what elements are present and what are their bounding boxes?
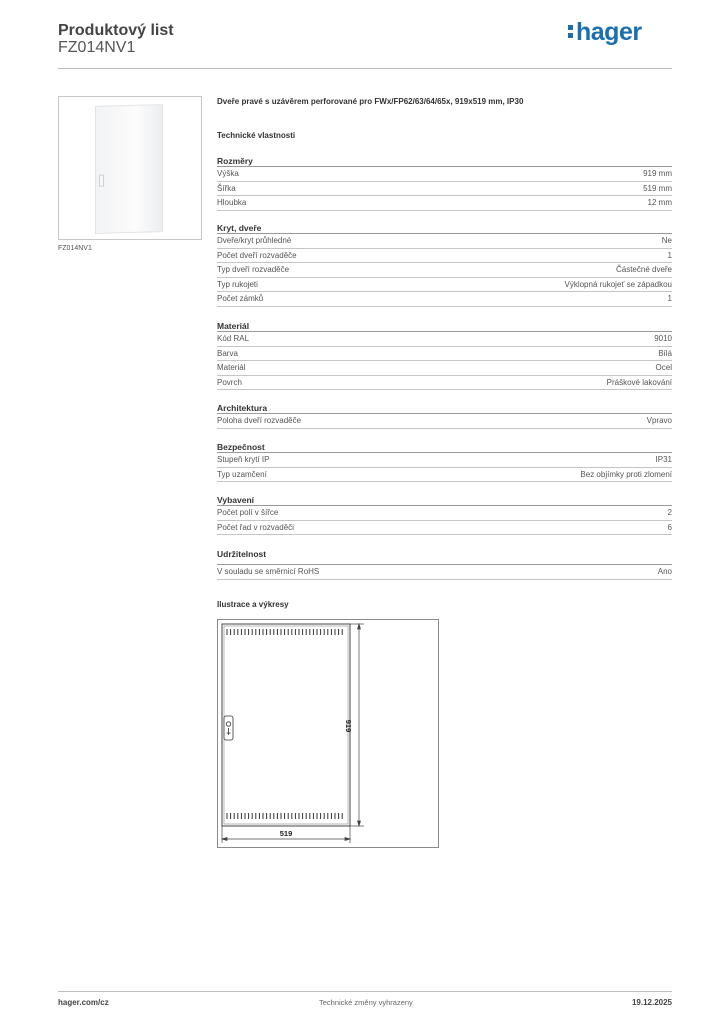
- top-perforation: [227, 629, 342, 635]
- row-value: Částečné dveře: [615, 265, 672, 274]
- table-row: [217, 506, 672, 521]
- row-value: Ocel: [655, 363, 672, 372]
- row-label: Poloha dveří rozvaděče: [217, 416, 302, 425]
- footer-date: 19.12.2025: [631, 998, 672, 1007]
- section-title: Bezpečnost: [217, 441, 672, 453]
- row-label: Výška: [217, 169, 239, 178]
- table-row: [217, 376, 672, 391]
- row-value: Vpravo: [646, 416, 672, 425]
- logo-dots-icon: [568, 25, 574, 41]
- row-label: Počet polí v šířce: [217, 508, 279, 517]
- row-value: Výklopná rukojeť se západkou: [564, 279, 672, 289]
- row-value: Bez objímky proti zlomení: [580, 469, 672, 479]
- row-label: Šířka: [217, 183, 236, 193]
- row-value: 12 mm: [647, 198, 672, 207]
- row-label: Typ rukojeti: [217, 279, 258, 289]
- section-cover-door: [217, 222, 672, 307]
- product-image-caption: FZ014NV1: [58, 245, 92, 252]
- row-label: V souladu se směrnicí RoHS: [217, 567, 320, 576]
- table-row: [217, 565, 672, 580]
- section-material: [217, 320, 672, 390]
- table-row: [217, 249, 672, 264]
- row-value: IP31: [655, 455, 672, 464]
- product-description: Dveře pravé s uzávěrem perforované pro FWx/FP62/63/64/65x, 919x519 mm, IP30: [217, 97, 524, 106]
- row-label: Stupeň krytí IP: [217, 455, 270, 464]
- row-label: Počet řad v rozvaděči: [217, 522, 294, 532]
- row-value: Bílá: [658, 348, 672, 358]
- footer-website: hager.com/cz: [58, 998, 109, 1007]
- row-value: Ne: [661, 236, 672, 245]
- table-row: [217, 263, 672, 278]
- footer-divider: [58, 991, 672, 992]
- row-value: 2: [667, 508, 672, 517]
- row-value: 919 mm: [643, 169, 672, 178]
- product-code: FZ014NV1: [58, 39, 136, 56]
- illustrations-heading: Ilustrace a výkresy: [217, 600, 289, 609]
- row-value: Ano: [657, 567, 672, 576]
- row-label: Typ uzamčení: [217, 469, 267, 479]
- row-label: Povrch: [217, 377, 242, 387]
- row-value: 1: [667, 250, 672, 260]
- row-label: Barva: [217, 348, 238, 358]
- table-row: [217, 167, 672, 182]
- table-row: [217, 234, 672, 249]
- door-outline: [222, 624, 350, 826]
- footer-notice: Technické změny vyhrazeny: [319, 998, 413, 1007]
- row-label: Materiál: [217, 363, 246, 372]
- section-title: Materiál: [217, 320, 672, 332]
- section-equipment: [217, 494, 672, 535]
- table-row: [217, 414, 672, 429]
- height-dimension-label: 919: [344, 719, 353, 733]
- technical-properties-heading: Technické vlastnosti: [217, 131, 296, 140]
- page-title: Produktový list: [58, 22, 174, 39]
- row-value: Práškové lakování: [606, 377, 672, 387]
- table-row: [217, 182, 672, 197]
- table-row: [217, 292, 672, 307]
- section-title: Udržitelnost: [217, 548, 672, 565]
- table-row: [217, 521, 672, 536]
- row-label: Typ dveří rozvaděče: [217, 265, 290, 274]
- row-label: Počet dveří rozvaděče: [217, 250, 297, 260]
- table-row: [217, 332, 672, 347]
- row-value: 519 mm: [643, 183, 672, 193]
- row-label: Počet zámků: [217, 294, 264, 303]
- table-row: [217, 278, 672, 293]
- table-row: [217, 347, 672, 362]
- section-dimensions: [217, 155, 672, 211]
- section-sustainability: [217, 548, 672, 580]
- table-row: [217, 468, 672, 483]
- row-value: 6: [667, 522, 672, 532]
- door-lock-icon: [224, 716, 233, 740]
- row-label: Dveře/kryt průhledné: [217, 236, 292, 245]
- logo-text: hager: [576, 18, 642, 46]
- product-image: [58, 96, 202, 240]
- row-value: 1: [667, 294, 672, 303]
- bottom-perforation: [227, 813, 342, 819]
- section-title: Kryt, dveře: [217, 222, 672, 234]
- row-label: Kód RAL: [217, 334, 250, 343]
- table-row: [217, 453, 672, 468]
- door-illustration: [95, 104, 163, 234]
- header-divider: [58, 68, 672, 69]
- section-title: Architektura: [217, 402, 672, 414]
- hager-logo: [568, 18, 642, 47]
- section-safety: [217, 441, 672, 482]
- row-label: Hloubka: [217, 198, 247, 207]
- width-dimension-label: 519: [279, 829, 293, 838]
- section-architecture: [217, 402, 672, 429]
- table-row: [217, 196, 672, 211]
- section-title: Vybavení: [217, 494, 672, 506]
- table-row: [217, 361, 672, 376]
- technical-drawing: [217, 619, 439, 848]
- door-inner-outline: [224, 626, 348, 824]
- section-title: Rozměry: [217, 155, 672, 167]
- door-handle-icon: [99, 175, 104, 187]
- row-value: 9010: [654, 334, 672, 343]
